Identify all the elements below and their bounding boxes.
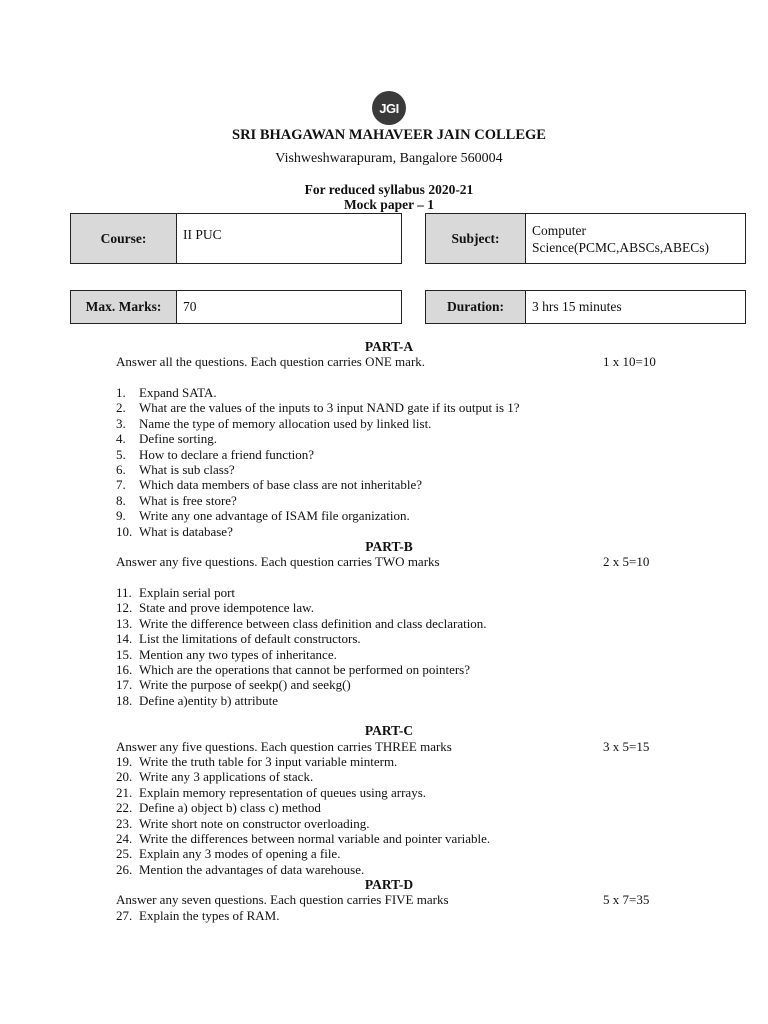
subject-box (425, 213, 746, 264)
subject-value-line1: Computer (532, 222, 586, 238)
question-number: 16. (116, 661, 133, 677)
paper-title: Mock paper – 1 (343, 197, 435, 212)
question-number: 14. (116, 631, 133, 647)
question-text: How to declare a friend function? (139, 446, 315, 462)
max-marks-label: Max. Marks: (71, 291, 177, 323)
question-text: Explain serial port (139, 585, 236, 600)
question-text: Write short note on constructor overloading. (139, 815, 370, 831)
question-text: Mention any two types of inheritance. (139, 646, 337, 662)
question-number: 10. (116, 523, 133, 539)
subject-value-line2: Science(PCMC,ABSCs,ABECs) (532, 239, 710, 255)
part-a-title: PART-A (364, 339, 414, 354)
question-number: 19. (116, 754, 133, 769)
question-text: Write the differences between normal variable and pointer variable. (139, 830, 491, 846)
part-a-instruction: Answer all the questions. Each question carries ONE mark. (116, 354, 426, 369)
question-number: 12. (116, 600, 133, 616)
question-number: 21. (116, 784, 133, 800)
question-text: What is database? (139, 523, 233, 539)
question-number: 2. (116, 400, 126, 416)
max-marks-box (70, 290, 402, 324)
question-text: Name the type of memory allocation used by linked list. (139, 415, 432, 431)
part-b-marks: 2 x 5=10 (603, 554, 650, 569)
question-text: Explain memory representation of queues using arrays. (139, 784, 426, 800)
question-number: 5. (116, 446, 126, 462)
college-name: SRI BHAGAWAN MAHAVEER JAIN COLLEGE (232, 127, 546, 143)
question-text: Write any one advantage of ISAM file organization. (139, 508, 410, 524)
question-text: Write the truth table for 3 input variable minterm. (139, 754, 398, 769)
question-text: Define a)entity b) attribute (139, 692, 278, 708)
part-b-instruction: Answer any five questions. Each question carries TWO marks (116, 554, 440, 569)
part-c-instruction: Answer any five questions. Each question carries THREE marks (116, 739, 452, 754)
question-text: Write any 3 applications of stack. (139, 769, 314, 785)
part-c-title: PART-C (364, 723, 414, 738)
part-a-marks: 1 x 10=10 (603, 354, 656, 369)
question-number: 22. (116, 800, 133, 816)
question-text: Expand SATA. (139, 385, 217, 400)
syllabus-note: For reduced syllabus 2020-21 (304, 182, 474, 197)
college-address: Vishweshwarapuram, Bangalore 560004 (275, 151, 503, 166)
duration-box (425, 290, 746, 324)
college-logo: JGI (372, 91, 406, 125)
part-b-title: PART-B (365, 539, 413, 554)
question-number: 20. (116, 769, 133, 785)
question-text: Write the purpose of seekp() and seekg() (139, 677, 351, 693)
subject-value (526, 214, 709, 263)
question-text: What is free store? (139, 492, 237, 508)
question-number: 23. (116, 815, 133, 831)
subject-label: Subject: (426, 214, 526, 263)
course-box (70, 213, 402, 264)
question-number: 3. (116, 415, 126, 431)
question-number: 8. (116, 492, 126, 508)
question-text: State and prove idempotence law. (139, 600, 314, 616)
question-number: 27. (116, 908, 133, 923)
question-text: List the limitations of default constructors. (139, 631, 361, 647)
question-number: 26. (116, 861, 133, 877)
question-number: 11. (116, 585, 132, 600)
duration-value: 3 hrs 15 minutes (532, 299, 622, 314)
question-number: 18. (116, 692, 133, 708)
part-d-instruction: Answer any seven questions. Each question carries FIVE marks (116, 892, 449, 907)
question-number: 24. (116, 830, 133, 846)
question-text: What are the values of the inputs to 3 input NAND gate if its output is 1? (139, 400, 520, 416)
max-marks-value: 70 (183, 299, 197, 314)
question-number: 4. (116, 431, 126, 447)
question-number: 7. (116, 477, 126, 493)
part-d-marks: 5 x 7=35 (603, 892, 650, 907)
question-number: 6. (116, 461, 126, 477)
question-text: Which data members of base class are not inheritable? (139, 477, 422, 493)
question-text: What is sub class? (139, 461, 235, 477)
course-label: Course: (71, 214, 177, 263)
question-text: Which are the operations that cannot be performed on pointers? (139, 661, 471, 677)
question-number: 25. (116, 846, 133, 862)
part-d-title: PART-D (364, 877, 414, 892)
question-number: 13. (116, 615, 133, 631)
question-text: Write the difference between class definition and class declaration. (139, 615, 487, 631)
question-number: 1. (116, 385, 126, 400)
question-text: Explain any 3 modes of opening a file. (139, 846, 341, 862)
part-c-marks: 3 x 5=15 (603, 739, 650, 754)
question-text: Define a) object b) class c) method (139, 800, 321, 816)
duration-label: Duration: (426, 291, 526, 323)
question-number: 17. (116, 677, 133, 693)
question-number: 9. (116, 508, 126, 524)
question-number: 15. (116, 646, 133, 662)
question-text: Explain the types of RAM. (139, 908, 280, 923)
course-value: II PUC (183, 227, 222, 242)
question-text: Mention the advantages of data warehouse. (139, 861, 365, 877)
question-text: Define sorting. (139, 431, 217, 447)
